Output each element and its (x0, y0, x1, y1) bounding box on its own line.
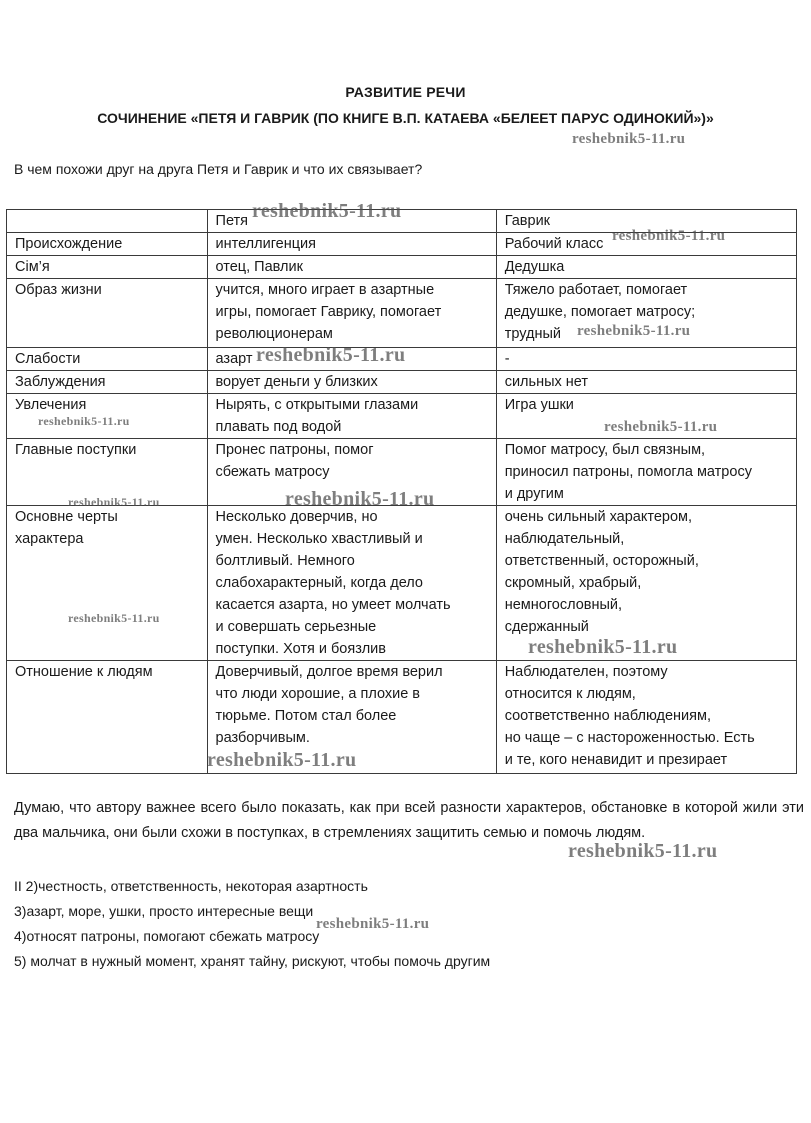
cell-text-line: сильных нет (504, 374, 589, 390)
watermark: reshebnik5-11.ru (207, 749, 357, 771)
question-text: В чем похожи друг на друга Петя и Гаврик и что их связывает? (14, 161, 423, 177)
answer-line: 5) молчат в нужный момент, хранят тайну, рискуют, чтобы помочь другим (14, 953, 491, 969)
section-title: РАЗВИТИЕ РЕЧИ (345, 84, 466, 100)
watermark: reshebnik5-11.ru (568, 840, 718, 862)
watermark: reshebnik5-11.ru (528, 636, 678, 658)
essay-title: СОЧИНЕНИЕ «ПЕТЯ И ГАВРИК (ПО КНИГЕ В.П. КАТАЕВА «БЕЛЕЕТ ПАРУС ОДИНОКИЙ»)» (97, 110, 714, 126)
cell-text-line: очень сильный характером, (504, 509, 693, 525)
gavrik-cell (496, 348, 796, 371)
answer-line: 4)относят патроны, помогают сбежать матросу (14, 928, 320, 944)
cell-text-line: революционерам (215, 326, 333, 342)
cell-text-line: Помог матросу, был связным, (504, 442, 706, 458)
cell-text-line: умен. Несколько хвастливый и (215, 531, 423, 547)
cell-text-line: трудный (504, 326, 562, 342)
cell-text-line: что люди хорошие, а плохие в (215, 686, 420, 702)
cell-text-line: азарт (215, 351, 253, 367)
cell-text-line: Рабочий класс (504, 236, 604, 252)
cell-text-line: сбежать матросу (215, 464, 330, 480)
cell-text-line: Основне черты (15, 509, 118, 525)
answer-line: 3)азарт, море, ушки, просто интересные вещи (14, 903, 314, 919)
cell-text-line: и совершать серьезные (215, 619, 377, 635)
cell-text-line: слабохарактерный, когда дело (215, 575, 423, 591)
cell-text-line: Главные поступки (15, 442, 137, 458)
table-row (7, 661, 797, 774)
watermark: reshebnik5-11.ru (572, 131, 686, 147)
cell-text-line: Игра ушки (504, 397, 574, 413)
cell-text-line: Сім’я (15, 259, 50, 275)
cell-text-line: игры, помогает Гаврику, помогает (215, 304, 442, 320)
watermark: reshebnik5-11.ru (38, 414, 130, 428)
gavrik-cell (496, 256, 796, 279)
row-label-cell (7, 348, 208, 371)
row-label-cell (7, 506, 208, 661)
table-row (7, 256, 797, 279)
cell-text-line: разборчивым. (215, 730, 310, 746)
petya-cell (207, 394, 496, 439)
table-row (7, 506, 797, 661)
row-label-cell (7, 371, 208, 394)
cell-text-line: характера (15, 531, 84, 547)
table-row (7, 371, 797, 394)
cell-text-line: - (504, 351, 510, 367)
watermark: reshebnik5-11.ru (256, 344, 406, 366)
answer-line: II 2)честность, ответственность, некоторая азартность (14, 878, 368, 894)
cell-text-line: Слабости (15, 351, 81, 367)
cell-text-line: Пронес патроны, помог (215, 442, 374, 458)
cell-text-line: скромный, храбрый, (504, 575, 642, 591)
cell-text-line: интеллигенция (215, 236, 317, 252)
gavrik-cell (496, 371, 796, 394)
watermark: reshebnik5-11.ru (285, 488, 435, 510)
cell-text-line: ответственный, осторожный, (504, 553, 699, 569)
watermark: reshebnik5-11.ru (68, 611, 160, 625)
cell-text-line: и те, кого ненавидит и презирает (504, 752, 728, 768)
cell-text-line: касается азарта, но умеет молчать (215, 597, 451, 613)
cell-text-line: болтливый. Немного (215, 553, 355, 569)
watermark: reshebnik5-11.ru (612, 228, 726, 244)
petya-cell (207, 256, 496, 279)
header-cell-empty (7, 210, 208, 233)
gavrik-cell (496, 661, 796, 774)
cell-text-line: Образ жизни (15, 282, 102, 298)
header-cell-petya: Петя (207, 210, 496, 233)
conclusion-paragraph: Думаю, что автору важнее всего было показать, как при всей разности характеров, обстановке в которой жили эти два мальчика, они были схожи в поступках, в стремлениях защитить семью и помочь людям. (14, 800, 804, 841)
cell-text-line: поступки. Хотя и боязлив (215, 641, 386, 657)
cell-text-line: Увлечения (15, 397, 87, 413)
petya-cell (207, 506, 496, 661)
gavrik-cell (496, 439, 796, 506)
petya-cell (207, 233, 496, 256)
header-cell-gavrik: Гаврик (496, 210, 796, 233)
cell-text-line: Несколько доверчив, но (215, 509, 378, 525)
cell-text-line: Нырять, с открытыми глазами (215, 397, 419, 413)
cell-text-line: Тяжело работает, помогает (504, 282, 688, 298)
cell-text-line: дедушке, помогает матросу; (504, 304, 696, 320)
cell-text-line: но чаще – с настороженностью. Есть (504, 730, 755, 746)
cell-text-line: немногословный, (504, 597, 623, 613)
row-label-cell (7, 233, 208, 256)
cell-text-line: ворует деньги у близких (215, 374, 378, 390)
cell-text-line: Отношение к людям (15, 664, 153, 680)
cell-text-line: сдержанный (504, 619, 589, 635)
cell-text-line: Дедушка (504, 259, 565, 275)
watermark: reshebnik5-11.ru (316, 916, 430, 932)
cell-text-line: учится, много играет в азартные (215, 282, 435, 298)
cell-text-line: относится к людям, (504, 686, 636, 702)
watermark: reshebnik5-11.ru (68, 495, 160, 509)
cell-text-line: наблюдательный, (504, 531, 625, 547)
cell-text-line: и другим (504, 486, 564, 502)
petya-cell (207, 279, 496, 348)
cell-text-line: тюрьме. Потом стал более (215, 708, 397, 724)
cell-text-line: соответственно наблюдениям, (504, 708, 711, 724)
row-label-cell (7, 256, 208, 279)
cell-text-line: отец, Павлик (215, 259, 303, 275)
watermark: reshebnik5-11.ru (577, 323, 691, 339)
watermark: reshebnik5-11.ru (252, 200, 402, 222)
watermark: reshebnik5-11.ru (604, 419, 718, 435)
row-label-cell (7, 279, 208, 348)
cell-text-line: приносил патроны, помогла матросу (504, 464, 752, 480)
cell-text-line: Доверчивый, долгое время верил (215, 664, 443, 680)
petya-cell (207, 371, 496, 394)
cell-text-line: плавать под водой (215, 419, 342, 435)
row-label-cell (7, 661, 208, 774)
cell-text-line: Происхождение (15, 236, 123, 252)
cell-text-line: Наблюдателен, поэтому (504, 664, 668, 680)
cell-text-line: Заблуждения (15, 374, 106, 390)
